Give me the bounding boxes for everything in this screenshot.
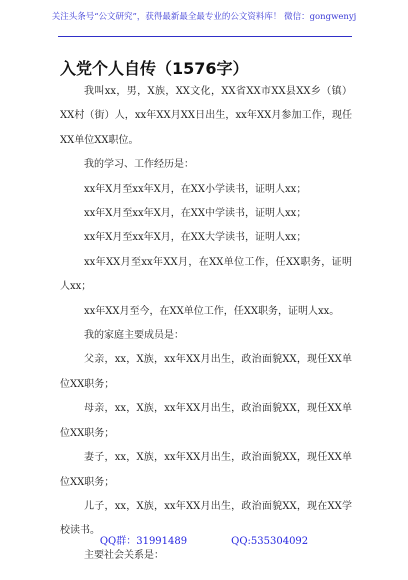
paragraph-history-heading: 我的学习、工作经历是： — [84, 159, 194, 171]
document-body — [60, 80, 352, 568]
paragraph-family-heading: 我的家庭主要成员是： — [84, 330, 184, 342]
paragraph-history-item: xx年X月至xx年X月，在XX中学读书，证明人xx； — [84, 208, 307, 220]
footer-qq-group: QQ群：31991489 — [99, 536, 188, 547]
paragraph-social-heading: 主要社会关系是： — [84, 549, 164, 561]
footer-qq-number: QQ:535304092 — [231, 536, 309, 547]
paragraph-family-member: 母亲，xx，X族，xx年XX月出生，政治面貌XX，现任XX单位XX职务； — [60, 403, 352, 439]
paragraph-family-member: 父亲，xx，X族，xx年XX月出生，政治面貌XX，现任XX单位XX职务； — [60, 354, 352, 390]
paragraph-family-member: 妻子，xx，X族，xx年XX月出生，政治面貌XX，现任XX单位XX职务； — [60, 452, 352, 488]
paragraph-intro: 我叫xx，男，X族，XX文化，XX省XX市XX县XX乡（镇）XX村（街）人，xx年XX月XX日出生，xx年XX月参加工作，现任XX单位XX职位。 — [60, 86, 352, 146]
header-divider — [58, 36, 352, 37]
paragraph-history-item: xx年XX月至xx年XX月，在XX单位工作，任XX职务，证明人xx； — [60, 256, 352, 293]
footer-contact — [0, 532, 408, 547]
paragraph-family-member: 儿子，xx，X族，xx年XX月出生，政治面貌XX，现在XX学校读书。 — [60, 500, 352, 537]
header-banner: 关注头条号“公文研究”，获得最新最全最专业的公文资料库！ 微信：gongwenyj — [51, 12, 357, 22]
document-title: 入党个人自传（1576字） — [60, 59, 249, 78]
paragraph-history-item: xx年X月至xx年X月，在XX大学读书，证明人xx； — [84, 232, 307, 244]
paragraph-history-item: xx年XX月至今，在XX单位工作，任XX职务，证明人xx。 — [84, 305, 340, 317]
paragraph-history-item: xx年X月至xx年X月，在XX小学读书，证明人xx； — [84, 183, 307, 195]
